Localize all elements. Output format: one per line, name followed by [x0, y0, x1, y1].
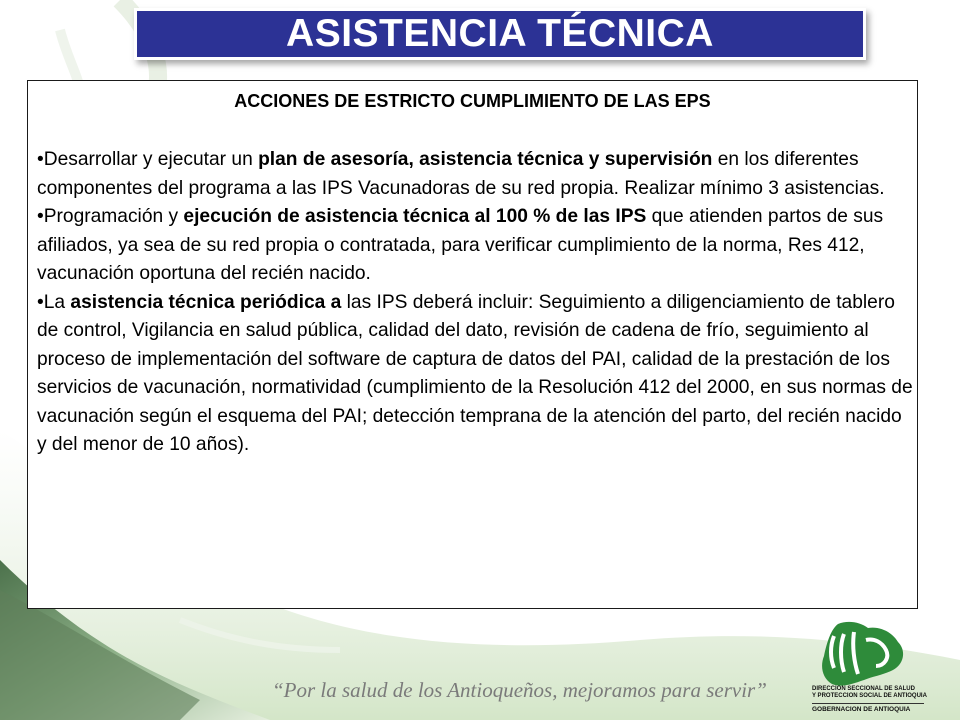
bullet-item — [37, 203, 915, 289]
bullet-text: Desarrollar y ejecutar un — [43, 149, 259, 170]
bullet-item — [37, 146, 915, 203]
content-heading: ACCIONES DE ESTRICTO CUMPLIMIENTO DE LAS EPS — [234, 91, 711, 111]
bullet-marker: • — [37, 291, 44, 313]
bullet-marker: • — [37, 206, 44, 227]
logo-caption-line: Y PROTECCION SOCIAL DE ANTIOQUIA — [812, 693, 927, 699]
logo-caption — [812, 686, 927, 713]
bullet-emphasis: asistencia técnica periódica a — [70, 291, 342, 313]
logo-caption-gobernacion: GOBERNACION DE ANTIOQUIA — [812, 703, 924, 713]
bullet-text: las IPS deberá incluir: Seguimiento a diligenciamiento de tablero de control, Vigilancia en salud pública, calidad del dato, revisión de cadena de frío, seguimiento al proceso de implementación del software de captura de datos del PAI, calidad de la prestación de los servicios de vacunación, normatividad (cumplimiento de la Resolución 412 del 2000, en sus normas de vacunación según el esquema del PAI; detección temprana de la atención del parto, del recién nacido y del menor de 10 años). — [37, 291, 913, 455]
bullet-text: La — [43, 291, 71, 313]
slogan: “Por la salud de los Antioqueños, mejoramos para servir” — [272, 678, 767, 702]
bullet-list — [37, 146, 915, 460]
bullet-text: Programación y — [43, 206, 184, 227]
bullet-emphasis: ejecución de asistencia técnica al 100 % de las IPS — [183, 206, 647, 227]
logo-caption-line: DIRECCION SECCIONAL DE SALUD — [812, 686, 915, 692]
bullet-marker: • — [37, 149, 44, 170]
bullet-item — [37, 289, 915, 460]
page-title: ASISTENCIA TÉCNICA — [286, 12, 714, 55]
content-box — [27, 80, 918, 609]
bullet-text: que atienden partos de sus afiliados, ya sea de su red propia o contratada, para verificar cumplimiento de la norma, Res 412, vacunación oportuna del recién nacido. — [37, 206, 884, 284]
bullet-text: en los diferentes componentes del programa a las IPS Vacunadoras de su red propia. Realizar mínimo 3 asistencias. — [37, 149, 885, 199]
bullet-emphasis: plan de asesoría, asistencia técnica y supervisión — [258, 149, 713, 170]
title-bar — [137, 11, 863, 57]
